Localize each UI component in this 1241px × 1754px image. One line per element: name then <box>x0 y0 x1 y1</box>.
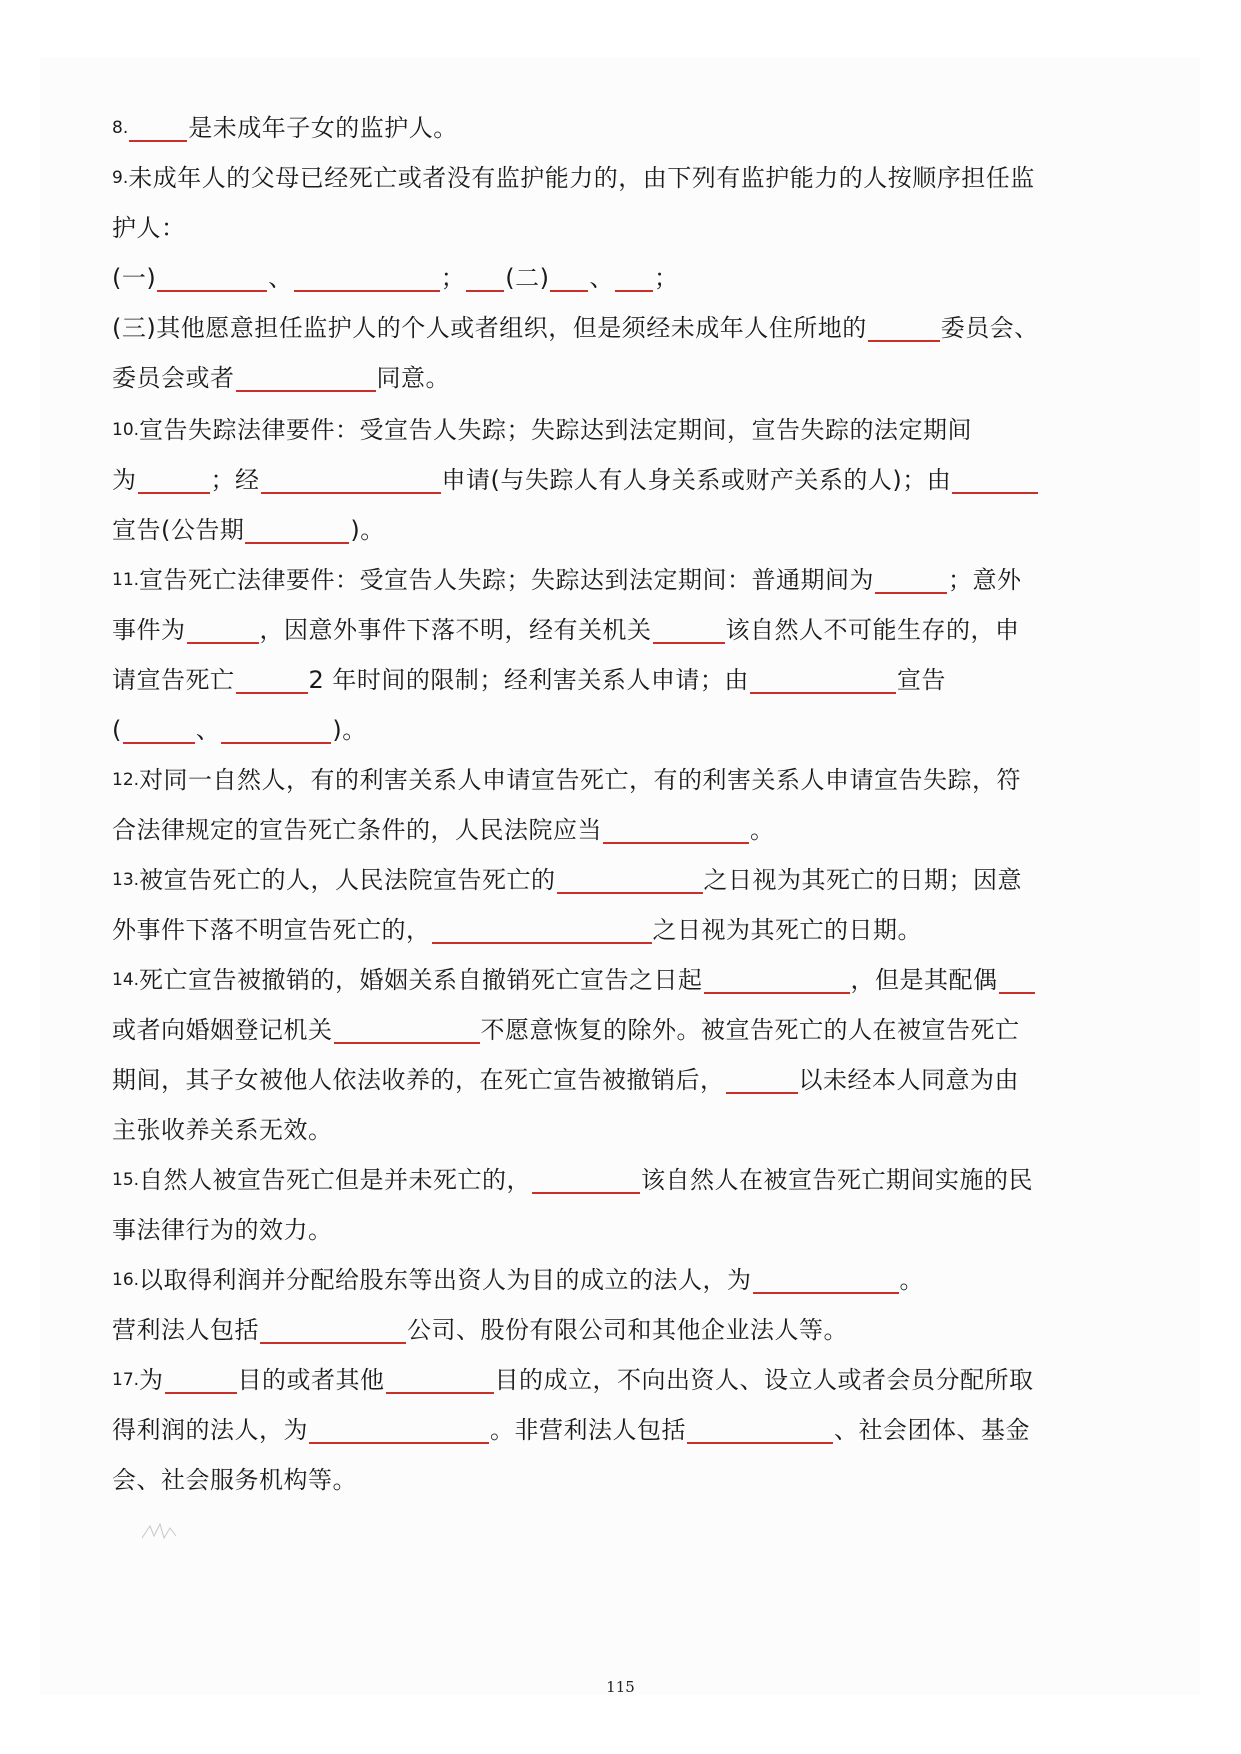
worksheet-line <box>112 162 1035 194</box>
question-text: 、 <box>589 264 614 292</box>
question-text: 目的或者其他 <box>237 1366 385 1394</box>
question-text: 、 <box>268 264 293 292</box>
fill-in-blank[interactable] <box>386 1368 494 1394</box>
fill-in-blank[interactable] <box>129 116 187 142</box>
question-text: 。 <box>899 1266 925 1294</box>
fill-in-blank[interactable] <box>615 266 653 292</box>
worksheet-line <box>112 1114 333 1146</box>
question-number: 13. <box>112 870 140 890</box>
worksheet-line <box>112 262 678 294</box>
question-number: 8. <box>112 118 129 138</box>
question-text: (一) <box>112 264 157 292</box>
fill-in-blank[interactable] <box>687 1418 833 1444</box>
question-text: 、 <box>195 716 221 744</box>
fill-in-blank[interactable] <box>245 518 349 544</box>
question-text: (三)其他愿意担任监护人的个人或者组织，但是须经未成年人住所地的 <box>112 314 867 342</box>
fill-in-blank[interactable] <box>952 468 1038 494</box>
fill-in-blank[interactable] <box>868 316 940 342</box>
fill-in-blank[interactable] <box>653 618 725 644</box>
question-text: )。 <box>350 516 385 544</box>
worksheet-line <box>112 1064 1019 1096</box>
fill-in-blank[interactable] <box>157 266 267 292</box>
question-text: 事件为 <box>112 616 186 644</box>
question-text: 、社会团体、基金 <box>834 1416 1030 1444</box>
question-text: 该自然人在被宣告死亡期间实施的民 <box>641 1166 1034 1194</box>
worksheet-line <box>112 614 1020 646</box>
worksheet-line <box>112 464 1039 496</box>
question-text: 得利润的法人，为 <box>112 1416 308 1444</box>
pen-scribble-mark <box>140 1520 180 1542</box>
fill-in-blank[interactable] <box>557 868 703 894</box>
question-text: 营利法人包括 <box>112 1316 259 1344</box>
fill-in-blank[interactable] <box>750 668 896 694</box>
fill-in-blank[interactable] <box>532 1168 640 1194</box>
question-text: 宣告(公告期 <box>112 516 245 544</box>
worksheet-line <box>112 1014 1020 1046</box>
fill-in-blank[interactable] <box>138 468 210 494</box>
fill-in-blank[interactable] <box>753 1268 899 1294</box>
worksheet-line <box>112 1314 848 1346</box>
fill-in-blank[interactable] <box>309 1418 489 1444</box>
fill-in-blank[interactable] <box>187 618 259 644</box>
question-text: 以未经本人同意为由 <box>798 1066 1019 1094</box>
question-text: 申请(与失踪人有人身关系或财产关系的人)；由 <box>441 466 952 494</box>
fill-in-blank[interactable] <box>260 1318 406 1344</box>
worksheet-line <box>112 964 1036 996</box>
question-text: 或者向婚姻登记机关 <box>112 1016 333 1044</box>
fill-in-blank[interactable] <box>999 968 1035 994</box>
question-number: 12. <box>112 770 140 790</box>
question-text: 护人： <box>112 214 186 242</box>
worksheet-line <box>112 362 450 394</box>
question-text: (二) <box>505 264 550 292</box>
fill-in-blank[interactable] <box>726 1068 798 1094</box>
question-text: ( <box>112 716 122 744</box>
fill-in-blank[interactable] <box>704 968 850 994</box>
fill-in-blank[interactable] <box>550 266 588 292</box>
fill-in-blank[interactable] <box>334 1018 480 1044</box>
question-text: 会、社会服务机构等。 <box>112 1466 357 1494</box>
question-text: 同意。 <box>376 364 450 392</box>
question-text: 之日视为其死亡的日期。 <box>652 916 922 944</box>
question-text: 合法律规定的宣告死亡条件的，人民法院应当 <box>112 816 602 844</box>
question-text: 期间，其子女被他人依法收养的，在死亡宣告被撤销后， <box>112 1066 725 1094</box>
question-text: ； <box>653 264 679 292</box>
question-text: 公司、股份有限公司和其他企业法人等。 <box>407 1316 848 1344</box>
worksheet-line <box>112 514 385 546</box>
question-text: 死亡宣告被撤销的，婚姻关系自撤销死亡宣告之日起 <box>139 966 703 994</box>
question-text: 为 <box>139 1366 164 1394</box>
question-number: 9. <box>112 168 129 188</box>
question-text: 委员会、 <box>940 314 1039 342</box>
fill-in-blank[interactable] <box>165 1368 237 1394</box>
question-text: )。 <box>332 716 367 744</box>
fill-in-blank[interactable] <box>123 718 195 744</box>
question-text: 以取得利润并分配给股东等出资人为目的成立的法人，为 <box>139 1266 752 1294</box>
question-number: 17. <box>112 1370 140 1390</box>
worksheet-line <box>112 664 946 696</box>
question-text: ；经 <box>210 466 260 494</box>
worksheet-line <box>112 564 1022 596</box>
question-text: 。非营利法人包括 <box>490 1416 686 1444</box>
worksheet-line <box>112 212 186 244</box>
worksheet-line <box>112 864 1022 896</box>
question-text: 之日视为其死亡的日期；因意 <box>703 866 1023 894</box>
worksheet-line <box>112 714 367 746</box>
question-text: 被宣告死亡的人，人民法院宣告死亡的 <box>139 866 556 894</box>
question-text: 该自然人不可能生存的，申 <box>725 616 1020 644</box>
worksheet-line <box>112 112 458 144</box>
worksheet-line <box>112 764 1021 796</box>
worksheet-line <box>112 1214 333 1246</box>
question-text: 宣告 <box>896 666 946 694</box>
fill-in-blank[interactable] <box>236 668 308 694</box>
question-text: 委员会或者 <box>112 364 235 392</box>
question-text: 目的成立，不向出资人、设立人或者会员分配所取 <box>494 1366 1034 1394</box>
question-text: ；意外 <box>948 566 1022 594</box>
worksheet-line <box>112 814 775 846</box>
worksheet-line <box>112 914 922 946</box>
fill-in-blank[interactable] <box>603 818 749 844</box>
question-text: 事法律行为的效力。 <box>112 1216 333 1244</box>
question-text: 主张收养关系无效。 <box>112 1116 333 1144</box>
worksheet-line <box>112 414 972 446</box>
question-text: ，因意外事件下落不明，经有关机关 <box>259 616 652 644</box>
question-number: 14. <box>112 970 140 990</box>
worksheet-line <box>112 1164 1033 1196</box>
fill-in-blank[interactable] <box>236 366 376 392</box>
fill-in-blank[interactable] <box>875 568 947 594</box>
question-text: 自然人被宣告死亡但是并未死亡的， <box>139 1166 532 1194</box>
page-number: 115 <box>606 1678 635 1696</box>
question-text: 宣告失踪法律要件：受宣告人失踪；失踪达到法定期间，宣告失踪的法定期间 <box>139 416 973 444</box>
question-text: 对同一自然人，有的利害关系人申请宣告死亡，有的利害关系人申请宣告失踪，符 <box>139 766 1022 794</box>
question-text: 。 <box>750 816 775 844</box>
worksheet-line <box>112 1464 357 1496</box>
question-text: 是未成年子女的监护人。 <box>188 114 458 142</box>
question-number: 16. <box>112 1270 140 1290</box>
question-text: 请宣告死亡 <box>112 666 235 694</box>
worksheet-line <box>112 1414 1030 1446</box>
question-text: 宣告死亡法律要件：受宣告人失踪；失踪达到法定期间：普通期间为 <box>139 566 875 594</box>
worksheet-line <box>112 1264 924 1296</box>
fill-in-blank[interactable] <box>221 718 331 744</box>
question-text: 未成年人的父母已经死亡或者没有监护能力的，由下列有监护能力的人按顺序担任监 <box>128 164 1035 192</box>
question-text: 不愿意恢复的除外。被宣告死亡的人在被宣告死亡 <box>480 1016 1020 1044</box>
fill-in-blank[interactable] <box>432 918 652 944</box>
question-text: ，但是其配偶 <box>850 966 998 994</box>
question-text: 为 <box>112 466 137 494</box>
question-text: ； <box>440 264 466 292</box>
question-number: 15. <box>112 1170 140 1190</box>
fill-in-blank[interactable] <box>466 266 504 292</box>
worksheet-line <box>112 312 1039 344</box>
fill-in-blank[interactable] <box>261 468 441 494</box>
question-number: 10. <box>112 420 140 440</box>
question-number: 11. <box>112 570 140 590</box>
question-text: 外事件下落不明宣告死亡的， <box>112 916 431 944</box>
fill-in-blank[interactable] <box>294 266 440 292</box>
question-text: 2 年时间的限制；经利害关系人申请；由 <box>308 666 749 694</box>
worksheet-line <box>112 1364 1034 1396</box>
